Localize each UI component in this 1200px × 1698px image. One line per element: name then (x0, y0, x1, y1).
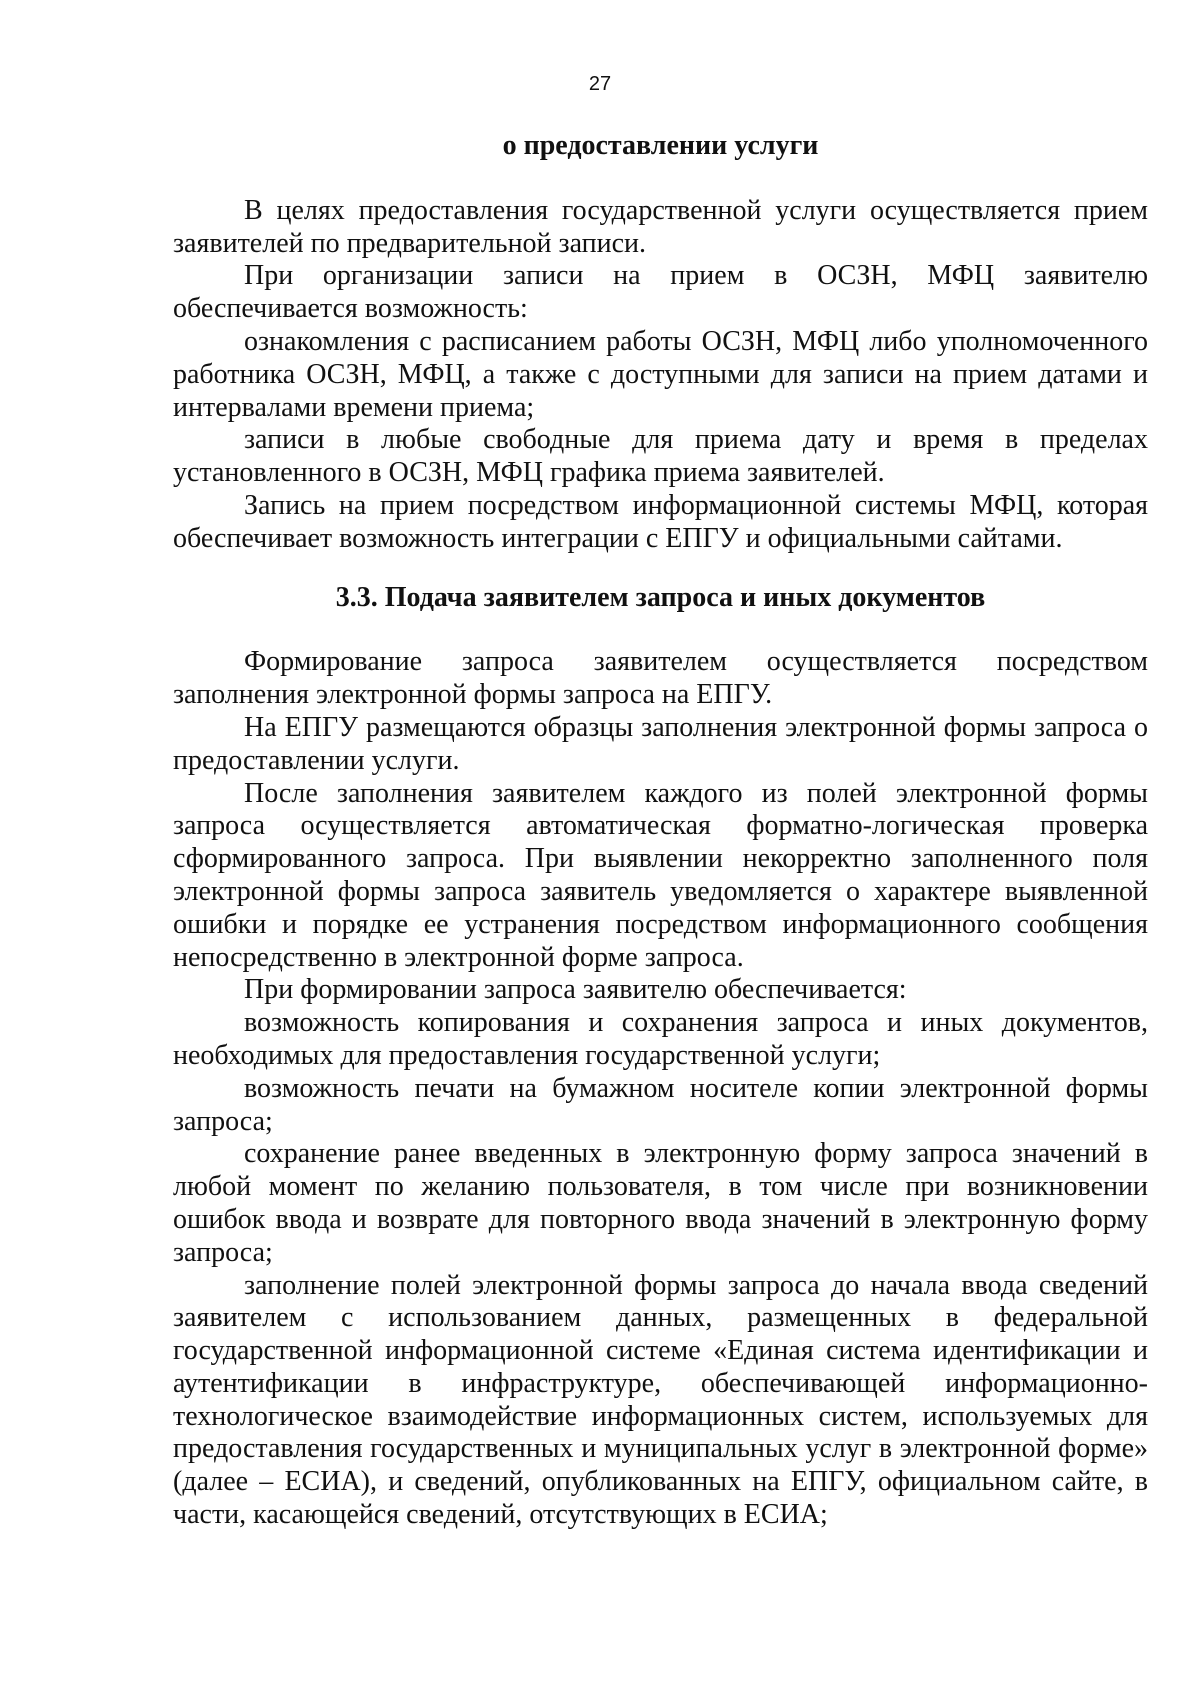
paragraph: ознакомления с расписанием работы ОСЗН, МФЦ либо уполномоченного работника ОСЗН, МФЦ, а также с доступными для записи на прием датами и интервалами времени приема; (173, 325, 1148, 423)
paragraph: При формировании запроса заявителю обеспечивается: (244, 974, 907, 1006)
paragraph: На ЕПГУ размещаются образцы заполнения электронной формы запроса о предоставлении услуги. (173, 711, 1148, 776)
paragraph: сохранение ранее введенных в электронную форму запроса значений в любой момент по желанию пользователя, в том числе при возникновении ошибок ввода и возврате для повторного ввода значений в электронную форму запроса; (173, 1138, 1148, 1268)
paragraph: возможность печати на бумажном носителе копии электронной формы запроса; (173, 1072, 1148, 1137)
paragraph: В целях предоставления государственной услуги осуществляется прием заявителей по предварительной записи. (173, 194, 1148, 259)
page-number: 27 (588, 73, 612, 95)
paragraph: При организации записи на прием в ОСЗН, МФЦ заявителю обеспечивается возможность: (173, 260, 1148, 325)
paragraph: Запись на прием посредством информационной системы МФЦ, которая обеспечивает возможность интеграции с ЕПГУ и официальными сайтами. (173, 489, 1148, 554)
paragraph: После заполнения заявителем каждого из полей электронной формы запроса осуществляется автоматическая форматно-логическая проверка сформированного запроса. При выявлении некорректно заполненного поля электронной формы запроса заявитель уведомляется о характере выявленной ошибки и порядке ее устранения посредством информационного сообщения непосредственно в электронной форме запроса. (173, 777, 1148, 973)
paragraph: заполнение полей электронной формы запроса до начала ввода сведений заявителем с использованием данных, размещенных в федеральной государственной информационной системе «Единая система идентификации и аутентификации в инфраструктуре, обеспечивающей информационно-технологическое взаимодействие информационных систем, используемых для предоставления государственных и муниципальных услуг в электронной форме» (далее – ЕСИА), и сведений, опубликованных на ЕПГУ, официальном сайте, в части, касающейся сведений, отсутствующих в ЕСИА; (173, 1269, 1148, 1531)
section-heading: 3.3. Подача заявителем запроса и иных документов (335, 581, 986, 613)
page-heading: о предоставлении услуги (502, 130, 819, 161)
paragraph: записи в любые свободные для приема дату и время в пределах установленного в ОСЗН, МФЦ графика приема заявителей. (173, 424, 1148, 489)
page-content (173, 130, 1148, 1532)
paragraph: Формирование запроса заявителем осуществляется посредством заполнения электронной формы запроса на ЕПГУ. (173, 646, 1148, 711)
paragraph: возможность копирования и сохранения запроса и иных документов, необходимых для предоставления государственной услуги; (173, 1007, 1148, 1071)
